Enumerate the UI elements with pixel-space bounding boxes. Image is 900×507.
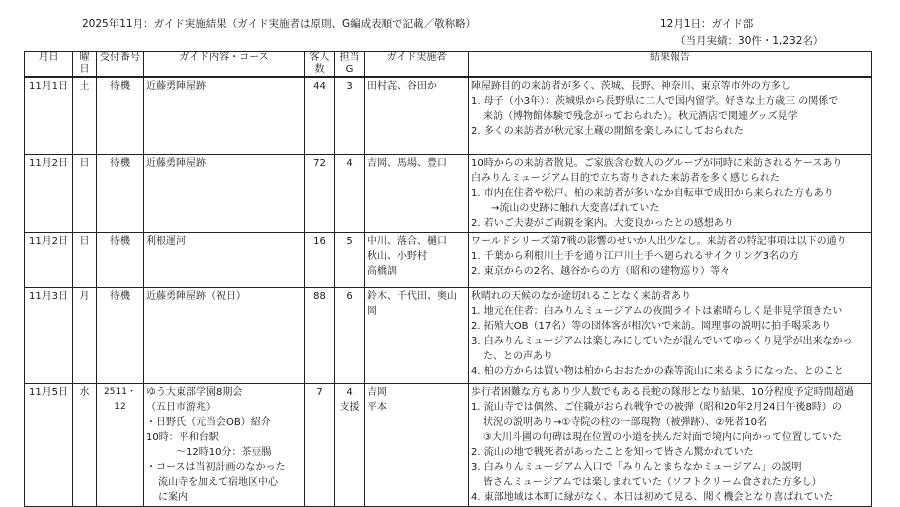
row-staff: 鈴木、千代田、奥山 岡 [365,288,469,384]
col-guide-count: 担当G [335,52,365,78]
row-reception: 待機 [97,155,144,233]
row-report: ワールドシリーズ第7戦の影響のせいか人出少なし。来訪者の特記事項は以下の通り 1. 千葉から利根川土手を通り江戸川土手へ廻られるサイクリング3名の方 2. 東京からの2名、越谷からの方（昭和の建物巡り）等々 [469,233,872,288]
row-date: 11月2日 [25,233,73,288]
row-report: 秋晴れの天候のなか途切れることなく来訪者あり 1. 地元在住者：白みりんミュージアムの夜間ライトは素晴らしく是非見学頂きたい 2. 拓殖大OB（17名）等の団体客が相次いで来訪。岡理事の説明に拍手喝采あり 3. 白みりんミュージアムは楽しみにしていたが混んでいてゆっくり見学が出来なかった、との声あり 4. 柏の方からは買い物は柏からおおたかの森等流山に来るようになった、とのこと [469,288,872,384]
guide-results-table [24,51,872,507]
row-guides: 5 [335,233,365,288]
row-guides: 6 [335,288,365,384]
monthly-summary: （当月実績：30件・1,232名） [675,35,824,47]
row-date: 11月1日 [25,77,73,155]
table-row [25,233,872,288]
col-date: 月日 [25,52,73,78]
row-date: 11月2日 [25,155,73,233]
table-row [25,384,872,507]
row-reception: 待機 [97,77,144,155]
row-staff: 吉岡、馬場、豊口 [365,155,469,233]
row-course: 近藤勇陣屋跡 [144,155,305,233]
row-reception: 待機 [97,288,144,384]
col-staff: ガイド実施者 [365,52,469,78]
col-reception: 受付番号 [97,52,144,78]
table-row [25,77,872,155]
row-guests: 44 [305,77,335,155]
report-date: 12月1日：ガイド部 [660,18,754,30]
row-date: 11月3日 [25,288,73,384]
row-guests: 16 [305,233,335,288]
row-staff: 吉岡 平本 [365,384,469,507]
row-guides: 3 [335,77,365,155]
row-report: 10時からの来訪者散見。ご家族含む数人のグループが同時に来訪されるケースあり 白みりんミュージアム目的で立ち寄りされた来訪者を多く感じられた 1. 市内在住者や松戸、柏の来訪者が多いなか自転車で成田から来られた方もあり →流山の史跡に触れ大変喜ばれていた 2. 若いご夫妻がご両親を案内。大変良かったとの感想あり [469,155,872,233]
row-staff: 中川、落合、樋口 秋山、小野村 高橋訓 [365,233,469,288]
row-reception: 待機 [97,233,144,288]
row-date: 11月5日 [25,384,73,507]
col-course: ガイド内容・コース [144,52,305,78]
col-report: 結果報告 [469,52,872,78]
row-guests: 88 [305,288,335,384]
table-header-row [25,52,872,78]
table-row [25,155,872,233]
row-dow: 土 [73,77,97,155]
row-course: 利根運河 [144,233,305,288]
col-dow: 曜日 [73,52,97,78]
row-dow: 水 [73,384,97,507]
row-course: ゆう大東部学園8期会 （五日市游兆） ・日野氏（元当会OB）紹介 10時：平和台駅 ～12時10分：茶豆腸 ・コースは当初計画のなかった 流山寺を加えて宿地区中心 に案内 [144,384,305,507]
document-title: 2025年11月：ガイド実施結果（ガイド実施者は原則、G編成表順で記載／敬称略） [82,18,477,30]
table-row [25,288,872,384]
row-guides: 4 [335,155,365,233]
row-guests: 72 [305,155,335,233]
row-reception: 2511・12 [97,384,144,507]
row-course: 近藤勇陣屋跡（祝日） [144,288,305,384]
row-guests: 7 [305,384,335,507]
row-guides: 4 支援 [335,384,365,507]
row-staff: 田村㐂、谷田か [365,77,469,155]
row-dow: 日 [73,233,97,288]
row-dow: 月 [73,288,97,384]
col-guests: 客人数 [305,52,335,78]
row-report: 歩行者困難な方もあり少人数でもある長蛇の隊形となり結果、10分程度予定時間超過 1. 流山寺では偶然、ご住職がおられ戦争での被弾（昭和20年2月24日午後8時）の 状況の説明あり→①寺院の柱の一部現物（被弾跡）、②死者10名 ③大川斗圃の句碑は現在位置の小道を挟んだ対面で境内に向かって位置していた 2. 流山の地で戦死者があったことを知って皆さん驚かれていた 3. 白みりんミュージアム入口で「みりんとまちなかミュージアム」の説明 皆さんミュージアムでは楽しまれていた（ソフトクリーム食された方多し） 4. 東部地域は本町に縁がなく、本日は初めて見る、聞く機会となり喜ばれていた [469,384,872,507]
row-report: 陣屋跡目的の来訪者が多く、茨城、長野、神奈川、東京等市外の方多し 1. 母子（小3年）：茨城県から長野県に二人で国内留学。好きな土方歳三 の関係で 来訪（博物館体験で残念がっておられた）。秋元酒店で関連グッズ見学 2. 多くの来訪者が秋元家土蔵の開館を楽しみにしておられた [469,77,872,155]
row-dow: 日 [73,155,97,233]
row-course: 近藤勇陣屋跡 [144,77,305,155]
